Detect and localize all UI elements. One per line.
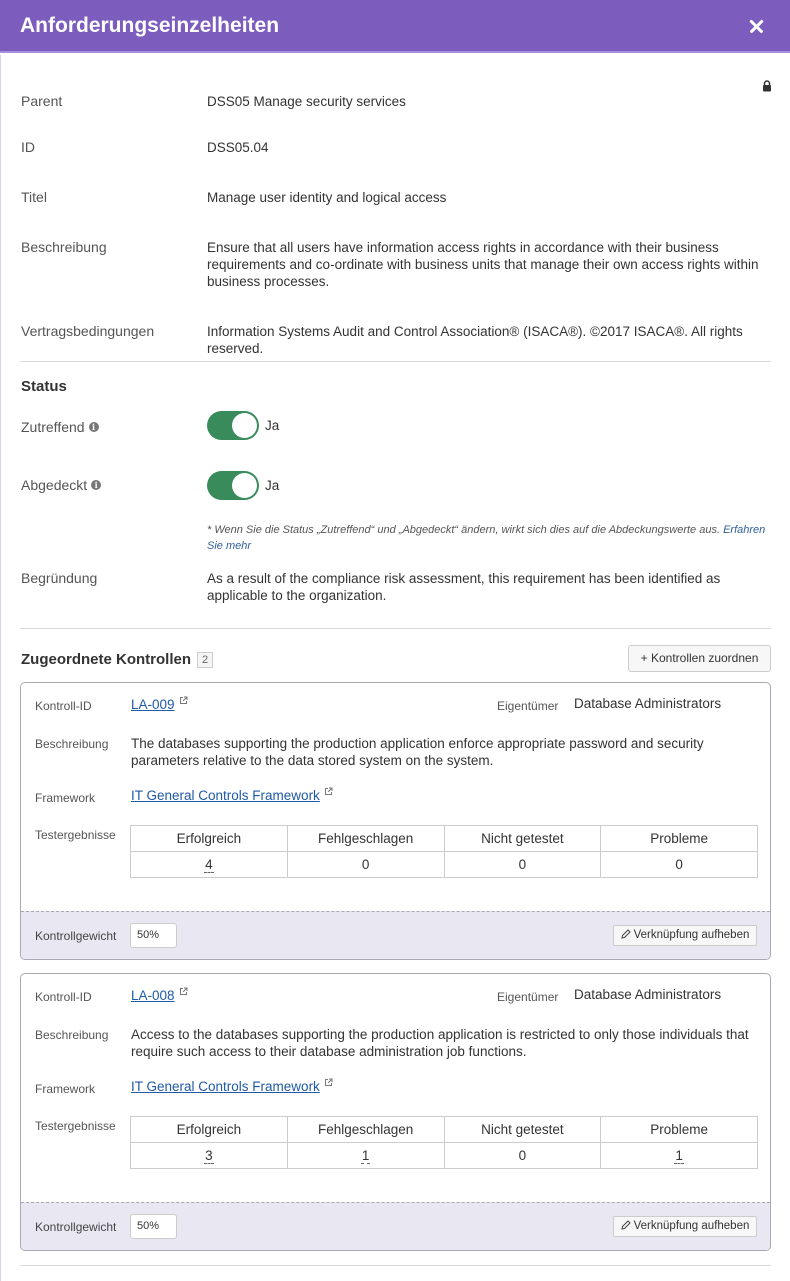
control-description-label: Beschreibung [35, 737, 109, 751]
modal-title: Anforderungseinzelheiten [20, 14, 280, 37]
divider [20, 1265, 771, 1266]
control-id-value [131, 696, 188, 713]
owner-value: Database Administrators [574, 987, 722, 1002]
description-label: Beschreibung [21, 239, 107, 255]
toggle-knob [232, 413, 257, 438]
unlink-button[interactable] [613, 1216, 757, 1237]
pencil-icon [621, 1220, 631, 1230]
status-note [207, 522, 767, 554]
results-header-not-tested: Nicht getestet [444, 1117, 601, 1143]
external-link-icon[interactable] [179, 696, 188, 705]
results-failed-value[interactable]: 1 [361, 1148, 370, 1163]
results-header-row [131, 1117, 758, 1143]
learn-more-link[interactable]: Erfahren Sie mehr [207, 524, 766, 552]
results-passed-cell [131, 1143, 288, 1169]
results-header-issues: Probleme [601, 1117, 758, 1143]
control-weight-label: Kontrollgewicht [35, 929, 117, 943]
divider [20, 361, 771, 362]
status-note-text: * Wenn Sie die Status „Zutreffend“ und „Abgedeckt“ ändern, wirkt sich dies auf die Abdeckungswerte aus. [207, 524, 724, 536]
applicable-value: Ja [265, 418, 280, 433]
owner-label: Eigentümer [497, 990, 559, 1004]
results-not-tested-value: 0 [444, 852, 601, 878]
results-passed-value[interactable]: 3 [205, 1148, 213, 1163]
covered-label [21, 477, 101, 493]
covered-label-text: Abgedeckt [21, 477, 88, 493]
unlink-button-label: Verknüpfung aufheben [633, 929, 750, 941]
test-results-label: Testergebnisse [35, 1119, 116, 1133]
results-header-failed: Fehlgeschlagen [287, 826, 444, 852]
controls-count-badge: 2 [197, 652, 213, 668]
terms-value: Information Systems Audit and Control Association® (ISACA®). ©2017 ISACA®. All rights reserved. [207, 324, 743, 356]
control-weight-label: Kontrollgewicht [35, 1220, 117, 1234]
owner-label: Eigentümer [497, 699, 559, 713]
terms-label: Vertragsbedingungen [21, 323, 155, 339]
control-description-label: Beschreibung [35, 1028, 109, 1042]
control-description-value: Access to the databases supporting the production application is restricted to only those individuals that require such access to their database administration job functions. [131, 1027, 749, 1059]
results-value-row [131, 1143, 758, 1169]
control-weight-input[interactable]: 50% [130, 923, 177, 948]
lock-icon [762, 80, 772, 92]
results-not-tested-value: 0 [444, 1143, 601, 1169]
framework-value [131, 787, 333, 804]
framework-link[interactable]: IT General Controls Framework [131, 788, 320, 803]
results-passed-value[interactable]: 4 [205, 857, 213, 872]
results-failed-value: 0 [287, 852, 444, 878]
unlink-button[interactable] [613, 925, 757, 946]
covered-value: Ja [265, 478, 280, 493]
unlink-button-label: Verknüpfung aufheben [633, 1220, 750, 1232]
framework-label: Framework [35, 1082, 96, 1096]
results-header-row [131, 826, 758, 852]
toggle-knob [232, 473, 257, 498]
test-results-table [130, 825, 758, 878]
justification-value: As a result of the compliance risk assessment, this requirement has been identified as applicable to the organization. [207, 571, 721, 603]
applicable-toggle[interactable] [207, 411, 259, 440]
controls-title [21, 651, 213, 668]
control-card [20, 973, 771, 1251]
control-card [20, 682, 771, 960]
card-footer [21, 911, 770, 959]
divider [20, 628, 771, 629]
framework-value [131, 1078, 333, 1095]
results-header-passed: Erfolgreich [131, 1117, 288, 1143]
applicable-label [21, 419, 99, 435]
card-footer [21, 1202, 770, 1250]
justification-label: Begründung [21, 570, 98, 586]
framework-label: Framework [35, 791, 96, 805]
control-id-link[interactable]: LA-008 [131, 988, 175, 1003]
info-icon[interactable]: i [89, 422, 99, 432]
results-failed-cell [287, 1143, 444, 1169]
control-description-value: The databases supporting the production application enforce appropriate password and security parameters relative to the data stored system on the system. [131, 736, 704, 768]
status-title: Status [21, 378, 67, 395]
external-link-icon[interactable] [324, 1078, 333, 1087]
control-id-value [131, 987, 188, 1004]
test-results-table [130, 1116, 758, 1169]
pencil-icon [621, 929, 631, 939]
id-value: DSS05.04 [207, 140, 269, 155]
results-value-row [131, 852, 758, 878]
applicable-label-text: Zutreffend [21, 419, 85, 435]
test-results-label: Testergebnisse [35, 828, 116, 842]
results-issues-value[interactable]: 1 [675, 1148, 683, 1163]
covered-toggle[interactable] [207, 471, 259, 500]
control-weight-input[interactable]: 50% [130, 1214, 177, 1239]
results-header-failed: Fehlgeschlagen [287, 1117, 444, 1143]
controls-title-text: Zugeordnete Kontrollen [21, 651, 191, 668]
external-link-icon[interactable] [179, 987, 188, 996]
results-issues-cell [601, 1143, 758, 1169]
description-value: Ensure that all users have information access rights in accordance with their business requirements and co-ordinate with business units that manage their own access rights within business processes. [207, 240, 759, 289]
results-passed-cell [131, 852, 288, 878]
results-header-issues: Probleme [601, 826, 758, 852]
close-icon[interactable] [745, 14, 769, 38]
framework-link[interactable]: IT General Controls Framework [131, 1079, 320, 1094]
parent-value: DSS05 Manage security services [207, 94, 406, 109]
control-id-link[interactable]: LA-009 [131, 697, 175, 712]
id-label: ID [21, 139, 35, 155]
control-id-label: Kontroll-ID [35, 990, 92, 1004]
results-header-passed: Erfolgreich [131, 826, 288, 852]
title-label: Titel [21, 189, 47, 205]
title-value: Manage user identity and logical access [207, 190, 447, 205]
modal-header [0, 0, 790, 53]
assign-controls-button[interactable]: + Kontrollen zuordnen [628, 645, 771, 672]
results-issues-value: 0 [601, 852, 758, 878]
results-header-not-tested: Nicht getestet [444, 826, 601, 852]
owner-value: Database Administrators [574, 696, 722, 711]
info-icon[interactable]: i [91, 480, 101, 490]
control-id-label: Kontroll-ID [35, 699, 92, 713]
panel-left-border [0, 55, 1, 1281]
external-link-icon[interactable] [324, 787, 333, 796]
parent-label: Parent [21, 93, 63, 109]
